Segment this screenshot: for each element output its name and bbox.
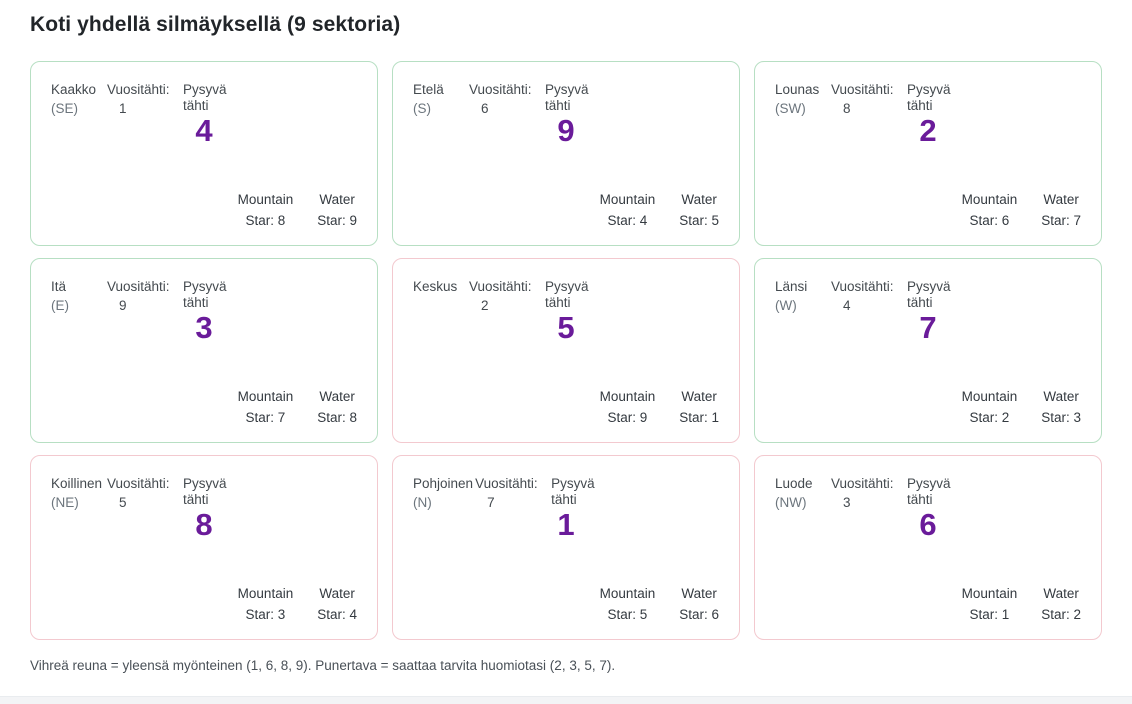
card-footer (51, 583, 357, 625)
year-star-label: Vuositähti: (831, 82, 894, 97)
direction-block (775, 82, 829, 120)
year-star-block (475, 476, 545, 514)
year-star-block (469, 82, 539, 120)
sector-card[interactable] (754, 258, 1102, 443)
water-star-value: Star: 1 (679, 410, 719, 425)
water-star (1041, 386, 1081, 428)
water-star (679, 583, 719, 625)
direction-block (413, 82, 467, 120)
direction-abbr: (E) (51, 298, 69, 313)
water-star-value: Star: 2 (1041, 607, 1081, 622)
sector-card[interactable] (754, 61, 1102, 246)
sector-card[interactable] (392, 61, 740, 246)
water-star-label: Water (319, 389, 355, 404)
sector-number: 8 (195, 507, 213, 542)
year-star-value: 1 (119, 101, 127, 116)
year-star-value: 2 (481, 298, 489, 313)
sector-card[interactable] (30, 258, 378, 443)
mountain-star-label: Mountain (237, 192, 294, 207)
permanent-star-label: Pysyvä tähti (551, 476, 595, 507)
mountain-star-value: Star: 1 (969, 607, 1010, 622)
sector-number: 2 (919, 113, 937, 148)
mountain-star-value: Star: 2 (969, 410, 1010, 425)
year-star-block (831, 279, 901, 317)
card-footer (775, 386, 1081, 428)
direction-name: Keskus (413, 279, 458, 294)
water-star-value: Star: 5 (679, 213, 719, 228)
permanent-star-label: Pysyvä tähti (545, 82, 589, 113)
sector-card[interactable] (754, 455, 1102, 640)
permanent-star-label: Pysyvä tähti (907, 279, 951, 310)
mountain-star-value: Star: 6 (969, 213, 1010, 228)
direction-abbr: (NW) (775, 495, 807, 510)
sector-card[interactable] (30, 61, 378, 246)
sector-number: 5 (557, 310, 575, 345)
direction-abbr: (SW) (775, 101, 806, 116)
mountain-star (238, 583, 294, 625)
permanent-star-label: Pysyvä tähti (907, 82, 951, 113)
sector-number: 4 (195, 113, 213, 148)
year-star-block (107, 476, 177, 514)
year-star-value: 8 (843, 101, 851, 116)
permanent-star-label: Pysyvä tähti (545, 279, 589, 310)
sector-number: 9 (557, 113, 575, 148)
year-star-label: Vuositähti: (107, 279, 170, 294)
mountain-star-label: Mountain (961, 586, 1018, 601)
card-footer (51, 189, 357, 231)
year-star-label: Vuositähti: (469, 82, 532, 97)
mountain-star (238, 386, 294, 428)
direction-abbr: (S) (413, 101, 431, 116)
water-star-label: Water (1043, 586, 1079, 601)
direction-name: Kaakko (51, 82, 97, 97)
permanent-star-label: Pysyvä tähti (183, 279, 227, 310)
mountain-star (600, 583, 656, 625)
direction-abbr: (N) (413, 495, 432, 510)
mountain-star (238, 189, 294, 231)
year-star-label: Vuositähti: (107, 82, 170, 97)
card-footer (413, 583, 719, 625)
mountain-star-value: Star: 4 (607, 213, 648, 228)
mountain-star-label: Mountain (599, 192, 656, 207)
water-star-value: Star: 7 (1041, 213, 1081, 228)
water-star-label: Water (681, 586, 717, 601)
direction-block (775, 476, 829, 514)
legend-text: Vihreä reuna = yleensä myönteinen (1, 6, 8, 9). Punertava = saattaa tarvita huomiotasi (2, 3, 5, 7). (30, 658, 616, 673)
year-star-value: 4 (843, 298, 851, 313)
direction-abbr: (NE) (51, 495, 79, 510)
mountain-star-label: Mountain (961, 389, 1018, 404)
year-star-block (831, 476, 901, 514)
direction-name: Luode (775, 476, 813, 491)
card-footer (413, 189, 719, 231)
water-star-label: Water (319, 192, 355, 207)
sector-number: 7 (919, 310, 937, 345)
water-star (317, 583, 357, 625)
direction-block (775, 279, 829, 317)
year-star-value: 6 (481, 101, 489, 116)
water-star-label: Water (1043, 389, 1079, 404)
card-footer (413, 386, 719, 428)
mountain-star (962, 189, 1018, 231)
card-footer (775, 189, 1081, 231)
direction-block (51, 476, 105, 514)
mountain-star-label: Mountain (599, 586, 656, 601)
sector-grid (30, 61, 1102, 640)
mountain-star (600, 386, 656, 428)
year-star-label: Vuositähti: (831, 279, 894, 294)
sector-number: 6 (919, 507, 937, 542)
year-star-block (107, 82, 177, 120)
direction-abbr: (W) (775, 298, 797, 313)
mountain-star-label: Mountain (237, 586, 294, 601)
year-star-value: 5 (119, 495, 127, 510)
water-star-value: Star: 6 (679, 607, 719, 622)
direction-block (51, 82, 105, 120)
mountain-star-value: Star: 9 (607, 410, 648, 425)
direction-name: Pohjoinen (413, 476, 474, 491)
permanent-star-label: Pysyvä tähti (183, 476, 227, 507)
direction-name: Länsi (775, 279, 808, 294)
direction-abbr: (SE) (51, 101, 78, 116)
direction-block (413, 279, 467, 295)
year-star-label: Vuositähti: (831, 476, 894, 491)
sector-number: 3 (195, 310, 213, 345)
page-title: Koti yhdellä silmäyksellä (9 sektoria) (30, 13, 401, 36)
card-footer (51, 386, 357, 428)
water-star-label: Water (1043, 192, 1079, 207)
direction-name: Etelä (413, 82, 444, 97)
water-star (1041, 583, 1081, 625)
year-star-block (469, 279, 539, 317)
mountain-star-value: Star: 7 (245, 410, 286, 425)
water-star (317, 189, 357, 231)
mountain-star-label: Mountain (237, 389, 294, 404)
water-star (1041, 189, 1081, 231)
mountain-star (962, 386, 1018, 428)
year-star-value: 9 (119, 298, 127, 313)
direction-name: Lounas (775, 82, 820, 97)
water-star-label: Water (319, 586, 355, 601)
mountain-star-value: Star: 3 (245, 607, 286, 622)
water-star-value: Star: 8 (317, 410, 357, 425)
mountain-star-label: Mountain (961, 192, 1018, 207)
year-star-value: 7 (487, 495, 495, 510)
year-star-label: Vuositähti: (475, 476, 538, 491)
sector-number: 1 (557, 507, 575, 542)
water-star-value: Star: 9 (317, 213, 357, 228)
mountain-star-label: Mountain (599, 389, 656, 404)
sector-card[interactable] (392, 258, 740, 443)
direction-name: Koillinen (51, 476, 103, 491)
permanent-star-label: Pysyvä tähti (907, 476, 951, 507)
year-star-value: 3 (843, 495, 851, 510)
water-star-value: Star: 3 (1041, 410, 1081, 425)
water-star-label: Water (681, 192, 717, 207)
direction-block (51, 279, 105, 317)
water-star (317, 386, 357, 428)
year-star-block (107, 279, 177, 317)
year-star-label: Vuositähti: (107, 476, 170, 491)
permanent-star-label: Pysyvä tähti (183, 82, 227, 113)
water-star (679, 189, 719, 231)
year-star-block (831, 82, 901, 120)
water-star-label: Water (681, 389, 717, 404)
year-star-label: Vuositähti: (469, 279, 532, 294)
sector-card[interactable] (392, 455, 740, 640)
water-star-value: Star: 4 (317, 607, 357, 622)
mountain-star (962, 583, 1018, 625)
sector-card[interactable] (30, 455, 378, 640)
mountain-star-value: Star: 8 (245, 213, 286, 228)
water-star (679, 386, 719, 428)
bottom-bar (0, 696, 1132, 704)
card-footer (775, 583, 1081, 625)
direction-block (413, 476, 473, 514)
direction-name: Itä (51, 279, 67, 294)
mountain-star (600, 189, 656, 231)
mountain-star-value: Star: 5 (607, 607, 648, 622)
